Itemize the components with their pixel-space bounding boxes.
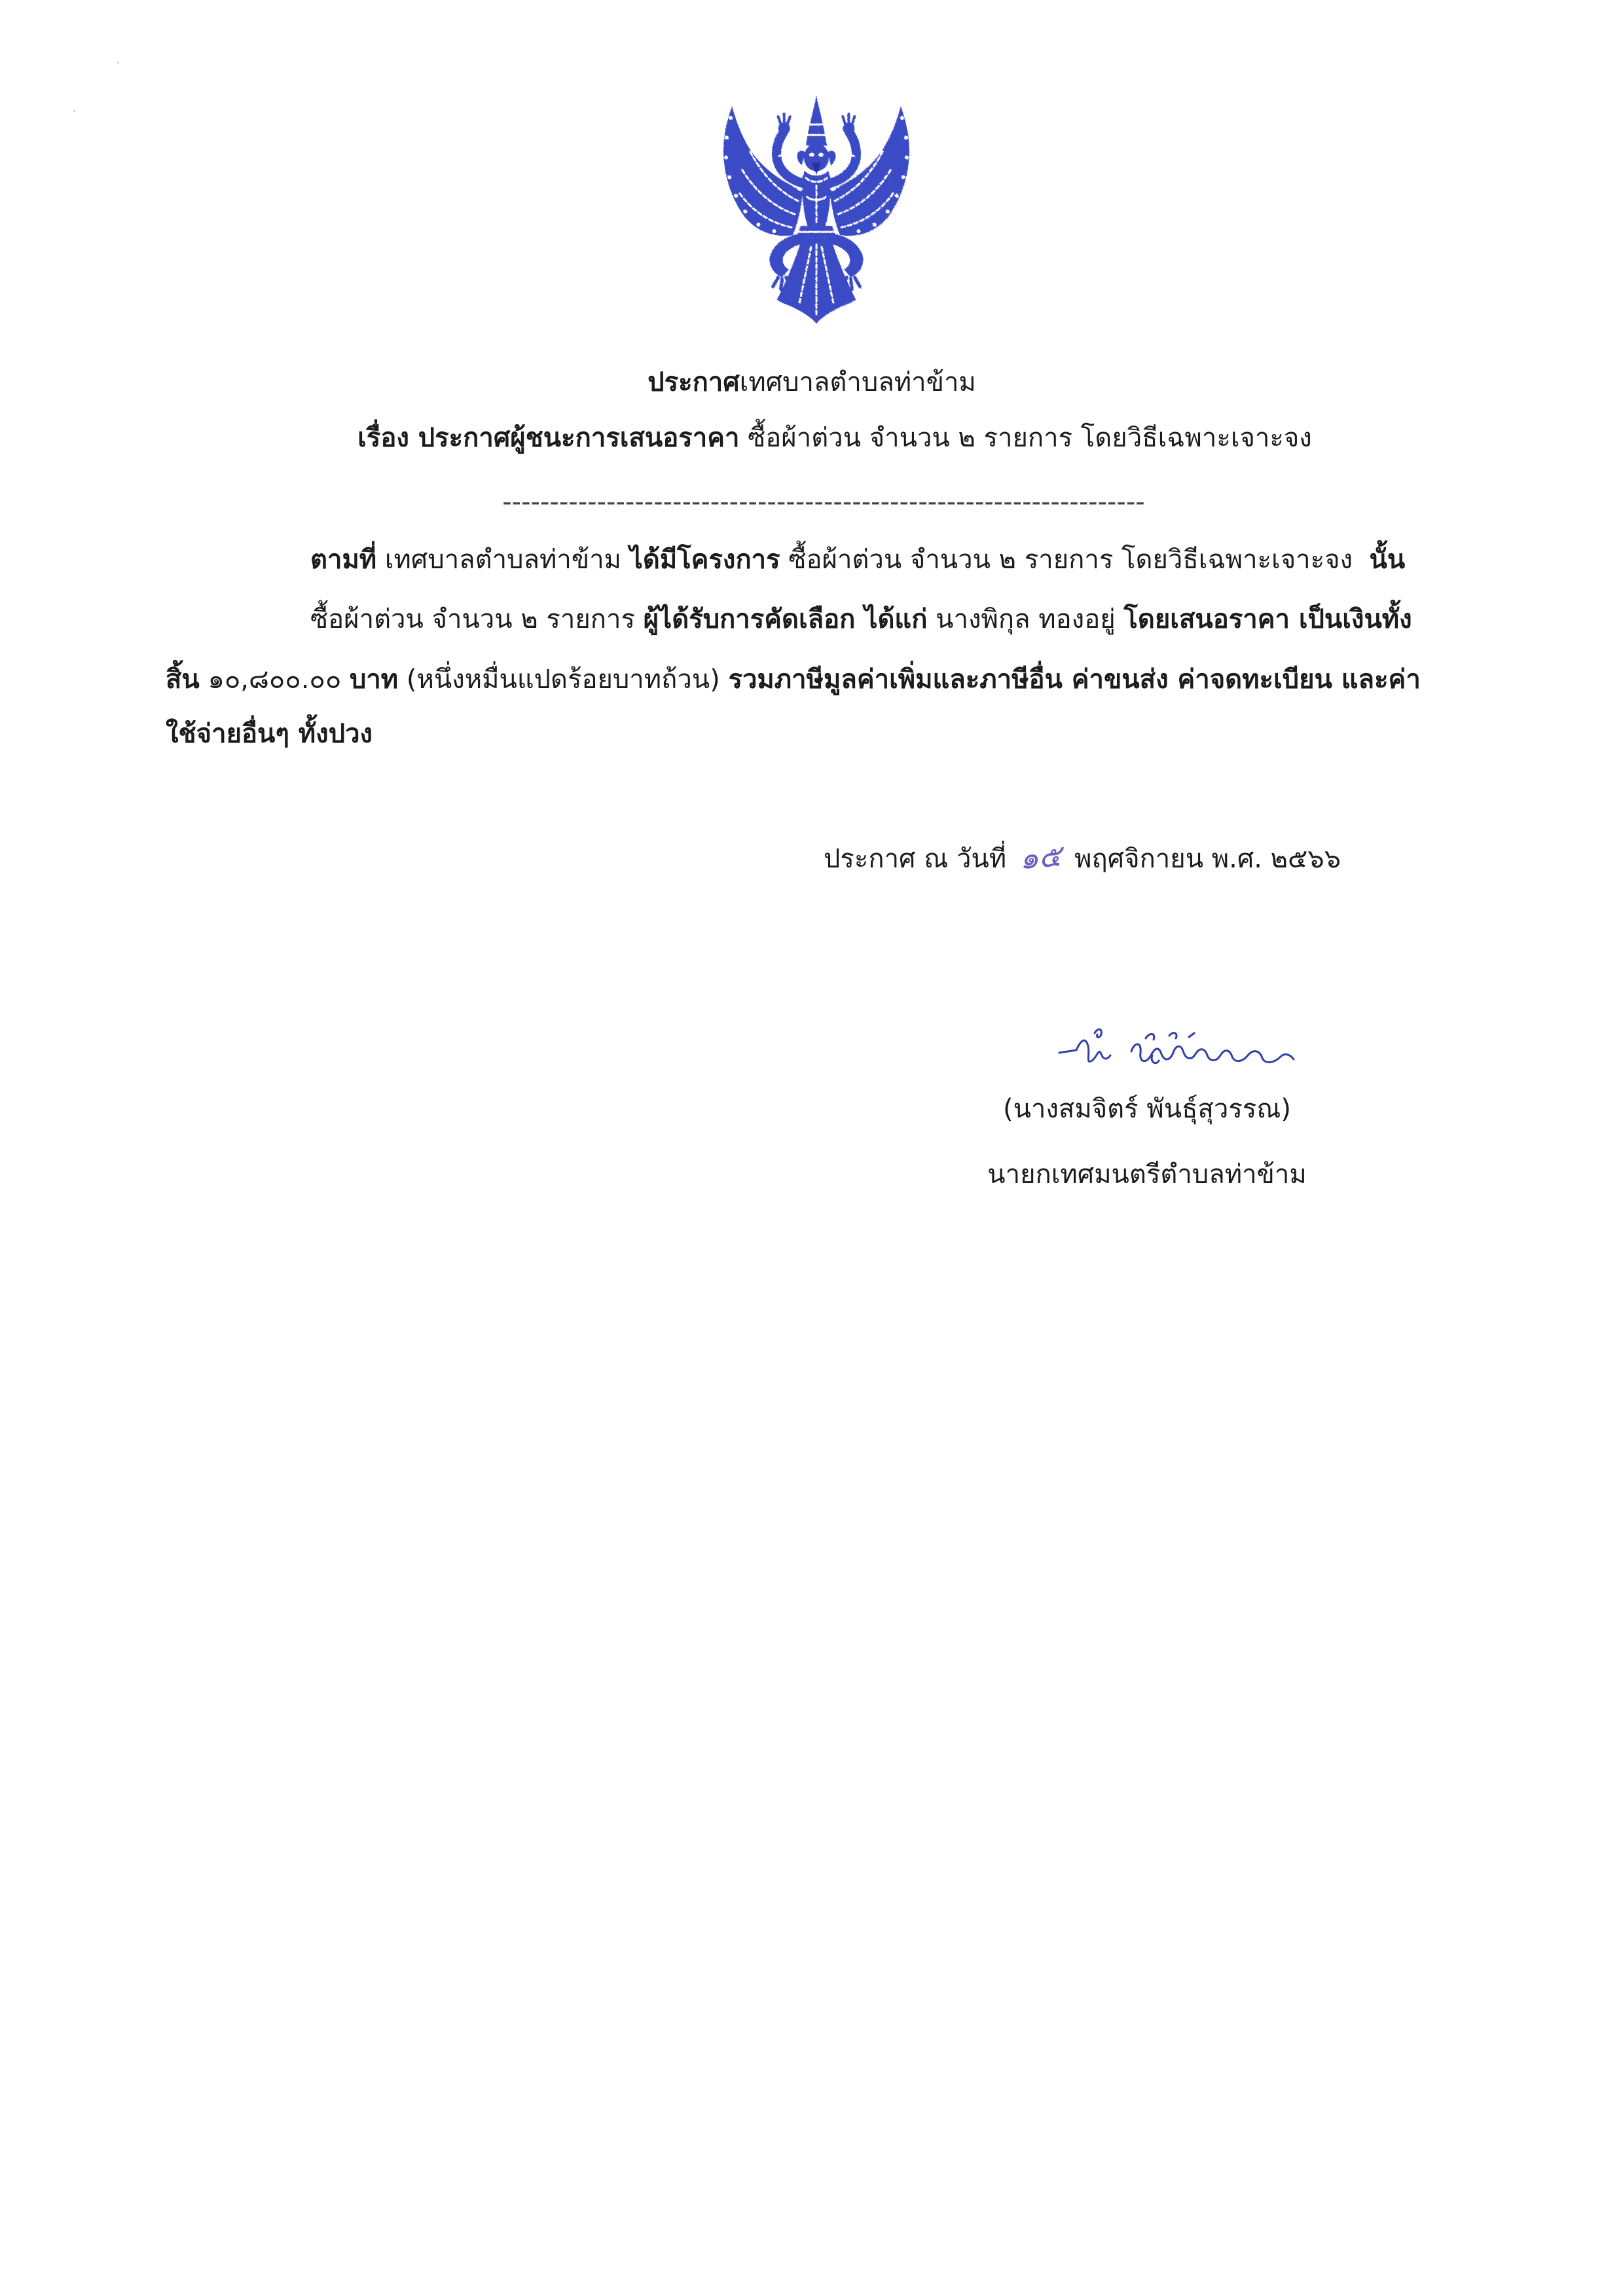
subject-emphasis: เรื่อง ประกาศผู้ชนะการเสนอราคา [357,423,740,453]
winner-name: นางพิกุล ทองอยู่ [927,604,1124,634]
scan-speck [117,62,119,64]
bid-amount: ๑๐,๘๐๐.๐๐ [199,665,350,695]
garuda-fingers [778,114,790,124]
signature-stroke [1152,1055,1159,1063]
announcement-title [157,356,1467,409]
garuda-right-half [823,106,909,308]
title-agency-name: เทศบาลตำบลท่าข้าม [739,367,976,397]
bid-amount-label: โดยเสนอราคา เป็นเงินทั้ง [1123,604,1412,634]
garuda-wing-scallop [725,136,729,139]
signatory-position: นายกเทศมนตรีตำบลท่าข้าม [987,1159,1307,1190]
garuda-crown [806,96,827,146]
item-description: ซื้อผ้าต่วน จำนวน ๒ รายการ [310,604,644,634]
signature-stroke [1059,1050,1076,1053]
garuda-eye [809,153,814,156]
scan-speck [73,110,75,112]
signature-stroke [1131,1044,1294,1063]
handwritten-day: ๑๕ [1018,837,1063,877]
garuda-wing-scallop [734,194,738,198]
expense-inclusion-text: ใช้จ่ายอื่นๆ ทั้งปวง [166,719,373,749]
garuda-left-half [723,106,810,308]
title-emphasis: ประกาศ [647,367,740,397]
garuda-wing-scallop [743,210,747,213]
signature-stroke [1146,1034,1154,1040]
garuda-wing-scallop [729,116,733,120]
agency-name: เทศบาลตำบลท่าข้าม [376,545,630,575]
project-label: ได้มีโครงการ [629,545,780,575]
project-description: ซื้อผ้าต่วน จำนวน ๒ รายการ โดยวิธีเฉพาะเจาะจง [780,545,1370,575]
garuda-wing-scallop [756,223,760,227]
body-line-3 [166,653,1482,706]
announcement-subject [180,412,1489,464]
signature-stroke [1189,1033,1194,1037]
bid-amount-label-end: สิ้น [166,665,200,695]
subject-detail: ซื้อผ้าต่วน จำนวน ๒ รายการ โดยวิธีเฉพาะเจาะจง [739,423,1312,453]
announcement-date [824,831,1478,885]
tax-inclusion-text: รวมภาษีมูลค่าเพิ่มและภาษีอื่น ค่าขนส่ง ค่าจดทะเบียน และค่า [728,665,1421,695]
body-line-1 [310,534,1482,586]
ending-word: นั้น [1369,545,1406,575]
date-month-year: พฤศจิกายน พ.ศ. ๒๕๖๖ [1074,844,1341,874]
dashed-divider: -------------------------------------------------------------------- [502,487,1145,517]
amount-in-words: (หนึ่งหมื่นแปดร้อยบาทถ้วน) [398,665,729,695]
garuda-emblem-icon [718,91,915,329]
body-line-2 [310,593,1482,646]
signature-stroke [1095,1029,1101,1037]
garuda-wing-scallop [724,155,728,159]
handwritten-signature-icon [1054,1019,1303,1084]
body-line-4 [166,708,1482,760]
garuda-wing-scallop [727,175,731,179]
signatory-name: (นางสมจิตร์ พันธุ์สุวรรณ) [1002,1094,1292,1124]
winner-label: ผู้ได้รับการคัดเลือก ได้แก่ [643,604,928,634]
date-prefix: ประกาศ ณ วันที่ [824,844,1007,874]
garuda-eye [818,153,824,156]
garuda-figure [723,96,909,323]
lead-in-text: ตามที่ [310,545,377,575]
currency-label: บาท [349,665,399,695]
garuda-wing-scallop [773,229,776,233]
signature-stroke [1169,1033,1176,1038]
signature-stroke [1076,1040,1110,1061]
